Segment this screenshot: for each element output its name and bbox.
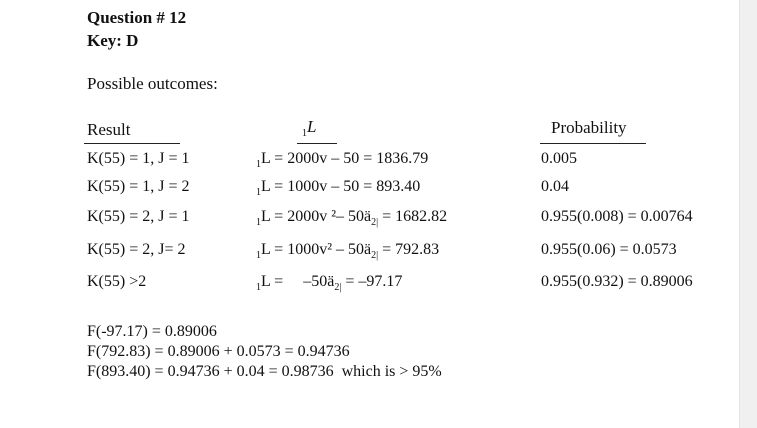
row3-loss-subscript: 1 [256, 217, 261, 228]
row4-result: K(55) = 2, J= 2 [87, 241, 186, 258]
row2-loss-subscript: 1 [256, 187, 261, 198]
header-rule-result [84, 143, 180, 144]
header-rule-loss [297, 143, 337, 144]
row1-loss-expression: L = 2000v – 50 = 1836.79 [261, 150, 429, 167]
row5-annuity-subscript: 2| [334, 282, 342, 293]
cdf-line-3: F(893.40) = 0.94736 + 0.04 = 0.98736 which is > 95% [87, 363, 442, 380]
row4-probability: 0.955(0.06) = 0.0573 [541, 241, 677, 258]
row4-loss-value: = 792.83 [378, 241, 440, 258]
header-loss-subscript: 1 [302, 128, 307, 139]
cdf-line-1: F(-97.17) = 0.89006 [87, 323, 217, 340]
scrollbar-gutter[interactable] [739, 0, 757, 428]
row1-probability: 0.005 [541, 150, 577, 167]
row5-loss-subscript: 1 [256, 282, 261, 293]
row4-loss [256, 241, 439, 261]
row3-probability: 0.955(0.008) = 0.00764 [541, 208, 693, 225]
header-loss [302, 117, 316, 139]
row3-result: K(55) = 2, J = 1 [87, 208, 190, 225]
row3-loss-expression: L = 2000v ²– 50ä [261, 208, 372, 225]
row5-probability: 0.955(0.932) = 0.89006 [541, 273, 693, 290]
row2-loss [256, 178, 420, 198]
row5-loss [256, 273, 402, 293]
cdf-line-2: F(792.83) = 0.89006 + 0.0573 = 0.94736 [87, 343, 350, 360]
header-probability: Probability [551, 118, 627, 137]
header-result: Result [87, 120, 131, 139]
answer-key: Key: D [87, 31, 139, 50]
intro-text: Possible outcomes: [87, 74, 218, 93]
row1-loss-subscript: 1 [256, 159, 261, 170]
row4-loss-subscript: 1 [256, 250, 261, 261]
row2-result: K(55) = 1, J = 2 [87, 178, 190, 195]
row1-result: K(55) = 1, J = 1 [87, 150, 190, 167]
row2-probability: 0.04 [541, 178, 569, 195]
row5-result: K(55) >2 [87, 273, 147, 290]
row2-loss-expression: L = 1000v – 50 = 893.40 [261, 178, 421, 195]
question-title: Question # 12 [87, 8, 187, 27]
header-loss-var: L [307, 117, 317, 136]
row3-loss-value: = 1682.82 [378, 208, 448, 225]
row3-loss [256, 208, 447, 228]
row5-loss-expression: L = –50ä [261, 273, 335, 290]
row4-annuity-subscript: 2| [371, 250, 379, 261]
row4-loss-expression: L = 1000v² – 50ä [261, 241, 372, 258]
header-rule-probability [540, 143, 646, 144]
row5-loss-value: = –97.17 [341, 273, 403, 290]
row3-annuity-subscript: 2| [371, 217, 379, 228]
row1-loss [256, 150, 428, 170]
